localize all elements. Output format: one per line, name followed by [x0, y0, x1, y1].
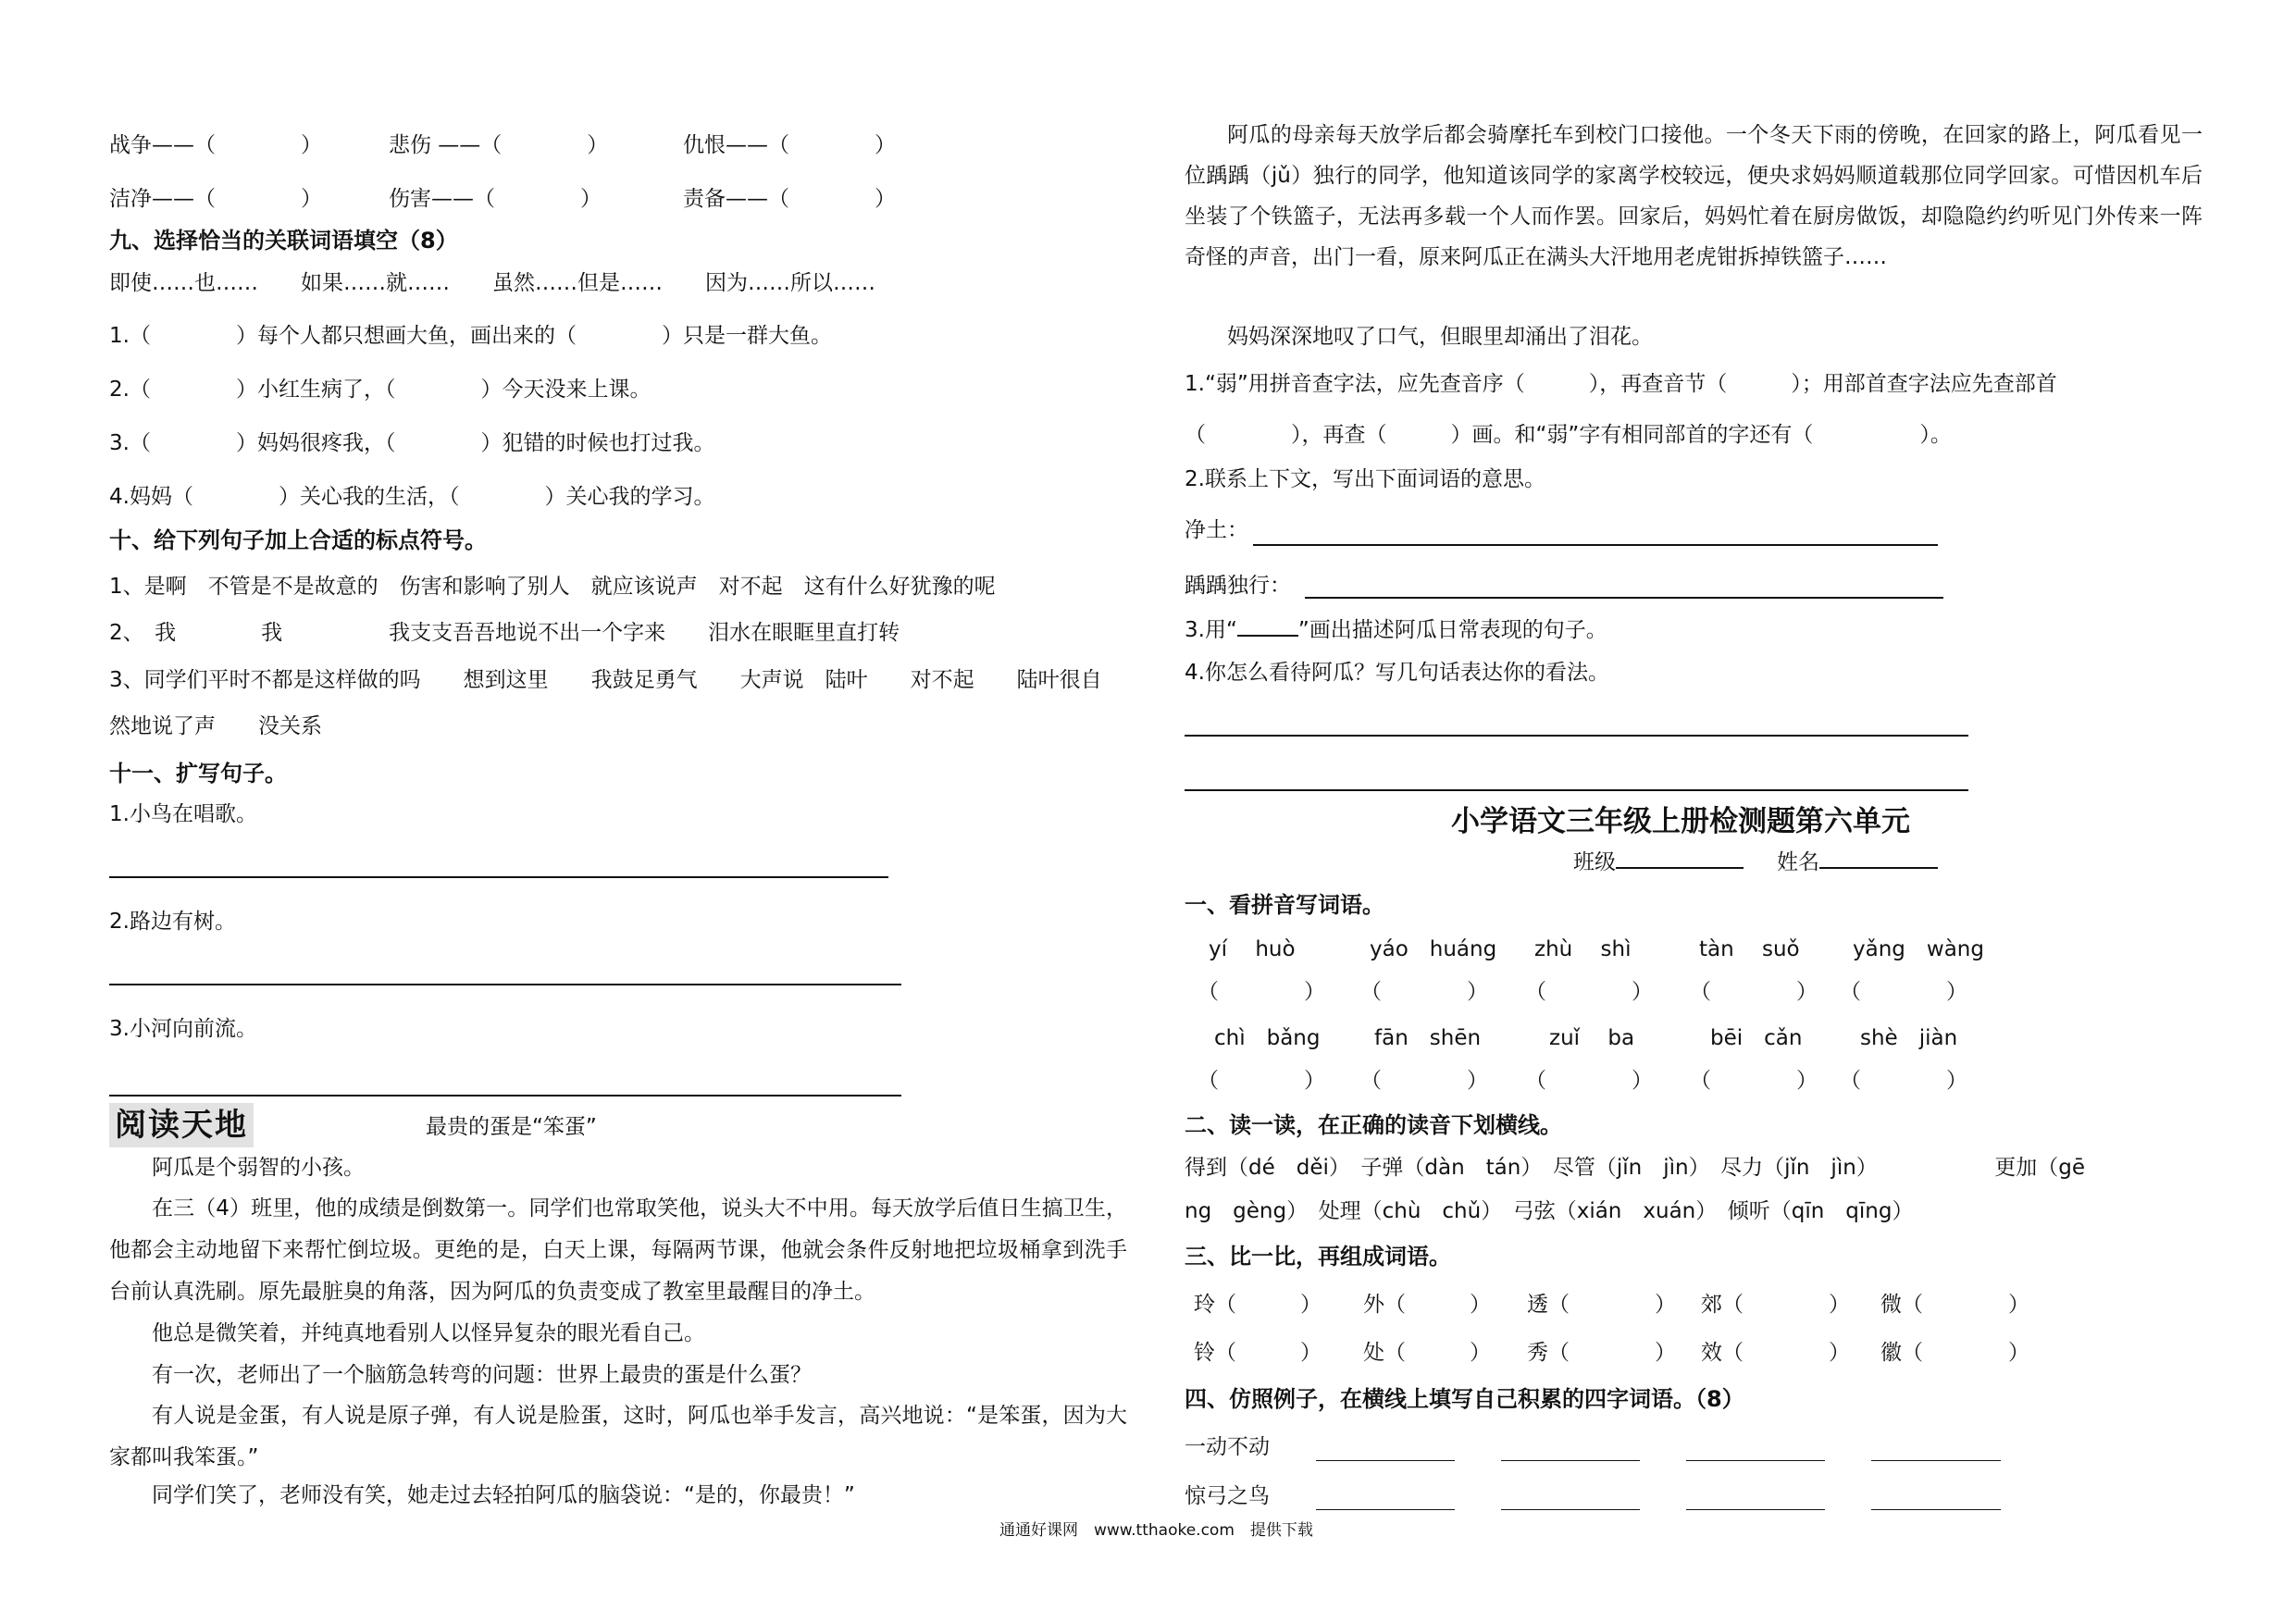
answer-line: [1185, 735, 1968, 737]
pinyin-item: fān shēn: [1374, 1026, 1482, 1050]
section-9-heading: 九、选择恰当的关联词语填空（8）: [109, 228, 458, 254]
pinyin-item: yí huò: [1209, 937, 1296, 961]
pinyin-item: zhù shì: [1534, 937, 1632, 961]
answer-brackets: （ ）: [1690, 1069, 1818, 1093]
answer-line: [1185, 789, 1968, 791]
question-1b: （ ），再查（ ）画。和“弱”字有相同部首的字还有（ ）。: [1185, 423, 1952, 447]
compare-item: 秀（ ）: [1527, 1341, 1676, 1365]
word-item: 责备——（ ）: [683, 187, 896, 211]
reading-paragraph: 同学们笑了，老师没有笑，她走过去轻拍阿瓜的脑袋说：“是的，你最贵！”: [152, 1483, 855, 1507]
answer-line: [109, 876, 888, 878]
question-3-start: 3.用“: [1185, 618, 1237, 642]
answer-brackets: （ ）: [1360, 1069, 1488, 1093]
compare-item: 铃（ ）: [1194, 1341, 1322, 1365]
compare-item: 微（ ）: [1880, 1293, 2029, 1317]
compare-item: 郊（ ）: [1701, 1293, 1850, 1317]
question-2b-label: 踽踽独行：: [1185, 574, 1291, 598]
compare-item: 处（ ）: [1363, 1341, 1491, 1365]
sec10-item: 2、 我 我 我支支吾吾地说不出一个字来 泪水在眼眶里直打转: [109, 621, 900, 645]
expand-sentence: 1.小鸟在唱歌。: [109, 802, 257, 826]
class-name-row: [1573, 847, 1938, 877]
answer-brackets: （ ）: [1198, 1069, 1325, 1093]
pinyin-item: bēi cǎn: [1710, 1026, 1803, 1050]
unit6-section-4-heading: 四、仿照例子，在横线上填写自己积累的四字词语。（8）: [1185, 1386, 1744, 1412]
pronunciation-line-1: 得到（dé děi） 子弹（dàn tán） 尽管（jǐn jìn） 尽力（jǐn jìn） 更加（gē: [1185, 1156, 2086, 1180]
compare-item: 透（ ）: [1527, 1293, 1676, 1317]
answer-brackets: （ ）: [1690, 980, 1818, 1004]
reading-paragraph: 有人说是金蛋，有人说是原子弹，有人说是脸蛋，这时，阿瓜也举手发言，高兴地说：“是笨蛋，因为大家都叫我笨蛋。”: [109, 1404, 1127, 1469]
idiom-blank[interactable]: [1316, 1460, 1455, 1461]
answer-line: [1253, 544, 1938, 546]
answer-brackets: （ ）: [1840, 1069, 1967, 1093]
question-2: 2.联系上下文，写出下面词语的意思。: [1185, 467, 1545, 491]
word-item: 仇恨——（ ）: [683, 133, 896, 157]
idiom-blank[interactable]: [1316, 1509, 1455, 1510]
answer-line: [1305, 597, 1943, 599]
word-item: 悲伤 ——（ ）: [389, 133, 609, 157]
compare-item: 外（ ）: [1363, 1293, 1491, 1317]
unit-6-title: 小学语文三年级上册检测题第六单元: [1451, 805, 1910, 838]
answer-brackets: （ ）: [1525, 980, 1653, 1004]
footer-source: 通通好课网 www.tthaoke.com 提供下载: [999, 1521, 1313, 1540]
compare-item: 玲（ ）: [1194, 1293, 1322, 1317]
question-3-end: ”画出描述阿瓜日常表现的句子。: [1297, 618, 1607, 642]
unit6-section-1-heading: 一、看拼音写词语。: [1185, 892, 1384, 918]
idiom-blank[interactable]: [1871, 1460, 2001, 1461]
answer-brackets: （ ）: [1360, 980, 1488, 1004]
story-paragraph: 阿瓜的母亲每天放学后都会骑摩托车到校门口接他。一个冬天下雨的傍晚，在回家的路上，阿瓜看见一位踽踽（jǔ）独行的同学，他知道该同学的家离学校较远，便央求妈妈顺道载那位同学回家。可惜因机车后坐装了个铁篮子，无法再多载一个人而作罢。回家后，妈妈忙着在厨房做饭，却隐隐约约听见门外传来一阵奇怪的声音，出门一看，原来阿瓜正在满头大汗地用老虎钳拆掉铁篮子……: [1185, 123, 2203, 269]
question-1a: 1.“弱”用拼音查字法，应先查音序（ ），再查音节（ ）；用部首查字法应先查部首: [1185, 372, 2057, 396]
pinyin-item: yǎng wàng: [1853, 937, 1984, 961]
pronunciation-line-2: ng gèng） 处理（chù chǔ） 弓弦（xián xuán） 倾听（qīn qīng）: [1185, 1199, 1914, 1223]
question-4: 4.你怎么看待阿瓜？写几句话表达你的看法。: [1185, 661, 1609, 685]
class-label: 班级: [1573, 850, 1616, 874]
sec9-item: 3.（ ）妈妈很疼我，（ ）犯错的时候也打过我。: [109, 431, 715, 455]
reading-paragraph: 有一次，老师出了一个脑筋急转弯的问题：世界上最贵的蛋是什么蛋？: [152, 1363, 812, 1387]
sec9-item: 1.（ ）每个人都只想画大鱼，画出来的（ ）只是一群大鱼。: [109, 324, 832, 348]
pinyin-item: yáo huáng: [1370, 937, 1497, 961]
answer-line: [109, 1095, 901, 1096]
reading-paragraph: 在三（4）班里，他的成绩是倒数第一。同学们也常取笑他，说头大不中用。每天放学后值日生搞卫生，他都会主动地留下来帮忙倒垃圾。更绝的是，白天上课，每隔两节课，他就会条件反射地把垃圾桶拿到洗手台前认真洗刷。原先最脏臭的角落，因为阿瓜的负责变成了教室里最醒目的净土。: [109, 1196, 1127, 1304]
underline-sample: [1237, 616, 1298, 637]
idiom-blank[interactable]: [1501, 1509, 1640, 1510]
reading-paragraph: 他总是微笑着，并纯真地看别人以怪异复杂的眼光看自己。: [152, 1321, 705, 1345]
answer-brackets: （ ）: [1198, 980, 1325, 1004]
sec10-item: 1、是啊 不管是不是故意的 伤害和影响了别人 就应该说声 对不起 这有什么好犹豫的呢: [109, 575, 996, 599]
sec9-item: 2.（ ）小红生病了，（ ）今天没来上课。: [109, 378, 652, 402]
idiom-blank[interactable]: [1686, 1460, 1825, 1461]
expand-sentence: 3.小河向前流。: [109, 1017, 257, 1041]
word-item: 战争——（ ）: [109, 133, 322, 157]
answer-line: [109, 984, 901, 985]
class-field[interactable]: [1616, 847, 1744, 869]
section-11-heading: 十一、扩写句子。: [109, 761, 287, 787]
pinyin-item: zuǐ ba: [1549, 1026, 1635, 1050]
question-2a-label: 净土：: [1185, 518, 1248, 542]
expand-sentence: 2.路边有树。: [109, 910, 236, 934]
idiom-blank[interactable]: [1871, 1509, 2001, 1510]
sec9-item: 4.妈妈（ ）关心我的生活，（ ）关心我的学习。: [109, 485, 715, 509]
pinyin-item: shè jiàn: [1860, 1026, 1958, 1050]
word-item: 伤害——（ ）: [389, 187, 602, 211]
idiom-blank[interactable]: [1686, 1509, 1825, 1510]
connective-options: 即使……也…… 如果……就…… 虽然……但是…… 因为……所以……: [109, 271, 875, 295]
question-3: [1185, 615, 1607, 645]
answer-brackets: （ ）: [1840, 980, 1967, 1004]
section-10-heading: 十、给下列句子加上合适的标点符号。: [109, 527, 487, 553]
reading-paragraph: 阿瓜是个弱智的小孩。: [152, 1156, 365, 1180]
compare-item: 效（ ）: [1701, 1341, 1850, 1365]
example-idiom: 一动不动: [1185, 1435, 1270, 1459]
reading-title: 最贵的蛋是“笨蛋”: [426, 1115, 597, 1139]
story-paragraph: 妈妈深深地叹了口气，但眼里却涌出了泪花。: [1227, 325, 1653, 349]
pinyin-item: chì bǎng: [1214, 1026, 1321, 1050]
name-label: 姓名: [1777, 850, 1819, 874]
answer-brackets: （ ）: [1525, 1069, 1653, 1093]
word-item: 洁净——（ ）: [109, 187, 322, 211]
reading-banner: 阅读天地: [109, 1103, 254, 1147]
name-field[interactable]: [1819, 847, 1938, 869]
sec10-item: 然地说了声 没关系: [109, 714, 322, 738]
example-idiom: 惊弓之鸟: [1185, 1484, 1270, 1508]
pinyin-item: tàn suǒ: [1699, 937, 1800, 961]
idiom-blank[interactable]: [1501, 1460, 1640, 1461]
unit6-section-2-heading: 二、读一读，在正确的读音下划横线。: [1185, 1112, 1562, 1138]
unit6-section-3-heading: 三、比一比，再组成词语。: [1185, 1244, 1451, 1270]
sec10-item: 3、同学们平时不都是这样做的吗 想到这里 我鼓足勇气 大声说 陆叶 对不起 陆叶很自: [109, 668, 1102, 692]
compare-item: 徽（ ）: [1880, 1341, 2029, 1365]
